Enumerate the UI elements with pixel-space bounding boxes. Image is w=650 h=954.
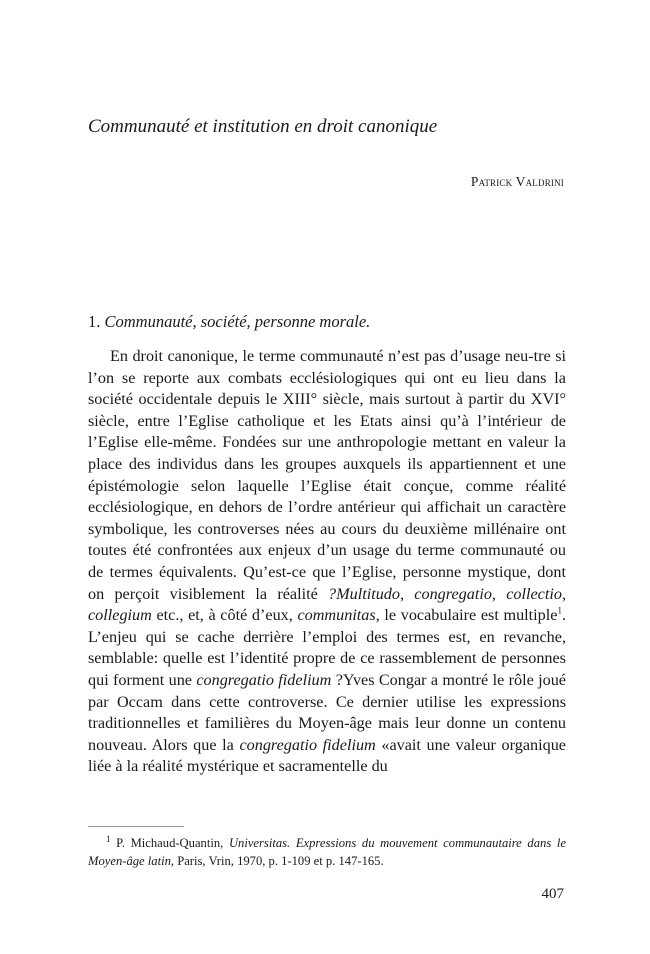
footnote — [88, 834, 566, 870]
footnote-reference[interactable]: 1 — [557, 605, 562, 616]
footnote-mark: 1 — [106, 833, 111, 844]
author-name: Patrick Valdrini — [470, 174, 564, 189]
article-title: Communauté et institution en droit canonique — [88, 116, 438, 137]
footnote-text: , Paris, Vrin, 1970, p. 1-109 et p. 147-165. — [170, 854, 384, 868]
body-text: En droit canonique, le terme communauté n’est pas d’usage neu-tre si l’on se reporte aux combats ecclésiologiques qui ont eu lieu dans la société occidentale depuis le XIII° siècle, mais surtout à partir du XVI° siècle, entre l’Eglise catholique et les Etats ainsi qu’à l’intérieur de l’Eglise elle-même. Fondées sur une anthropologie mettant en valeur la place des individus dans les groupes auxquels ils appartiennent et une épistémologie selon laquelle l’Eglise était conçue, comme réalité ecclésiologique, en dehors de l’ordre antérieur qui affichait un caractère symbolique, les controverses nées au cours du deuxième millénaire ont toutes été confrontées aux enjeux d’un usage du terme communauté ou de termes équivalents. Qu’est-ce que l’Eglise, personne mystique, dont on perçoit visiblement la réalité — [88, 347, 566, 603]
section-heading — [88, 312, 568, 332]
body-italic-congregatio: congregatio fidelium — [196, 670, 332, 689]
footnote-text: P. Michaud-Quantin, — [110, 836, 229, 850]
body-paragraph — [88, 346, 566, 778]
section-number: 1. — [88, 312, 101, 331]
section-title: Communauté, société, personne morale. — [104, 312, 371, 331]
body-italic-latin-terms: ?Multitudo, congregatio, collectio, collegium — [88, 584, 566, 625]
page-number: 407 — [541, 886, 564, 902]
body-text: «avait une valeur organique liée à la réalité mystérique et sacramentelle du — [88, 735, 566, 776]
footnote-italic-title: Universitas. Expressions du mouvement communautaire dans le Moyen-âge latin — [88, 836, 566, 868]
footnote-divider — [88, 826, 184, 827]
body-text: etc., et, à côté d’eux, — [151, 606, 298, 625]
body-text: . L’enjeu qui se cache derrière l’emploi des termes est, en revanche, semblable: quelle est l’identité propre de ce rassemblement de personnes qui forment une — [88, 606, 566, 689]
body-italic-communitas: communitas — [297, 606, 376, 625]
body-text: ?Yves Congar a montré le rôle joué par Occam dans cette controverse. Ce dernier utilise les expressions traditionnelles et familières du Moyen-âge mais leur donne un contenu nouveau. Alors que la — [88, 670, 566, 754]
body-text: , le vocabulaire est multiple — [375, 606, 558, 625]
body-italic-congregatio: congregatio fidelium — [239, 735, 376, 754]
